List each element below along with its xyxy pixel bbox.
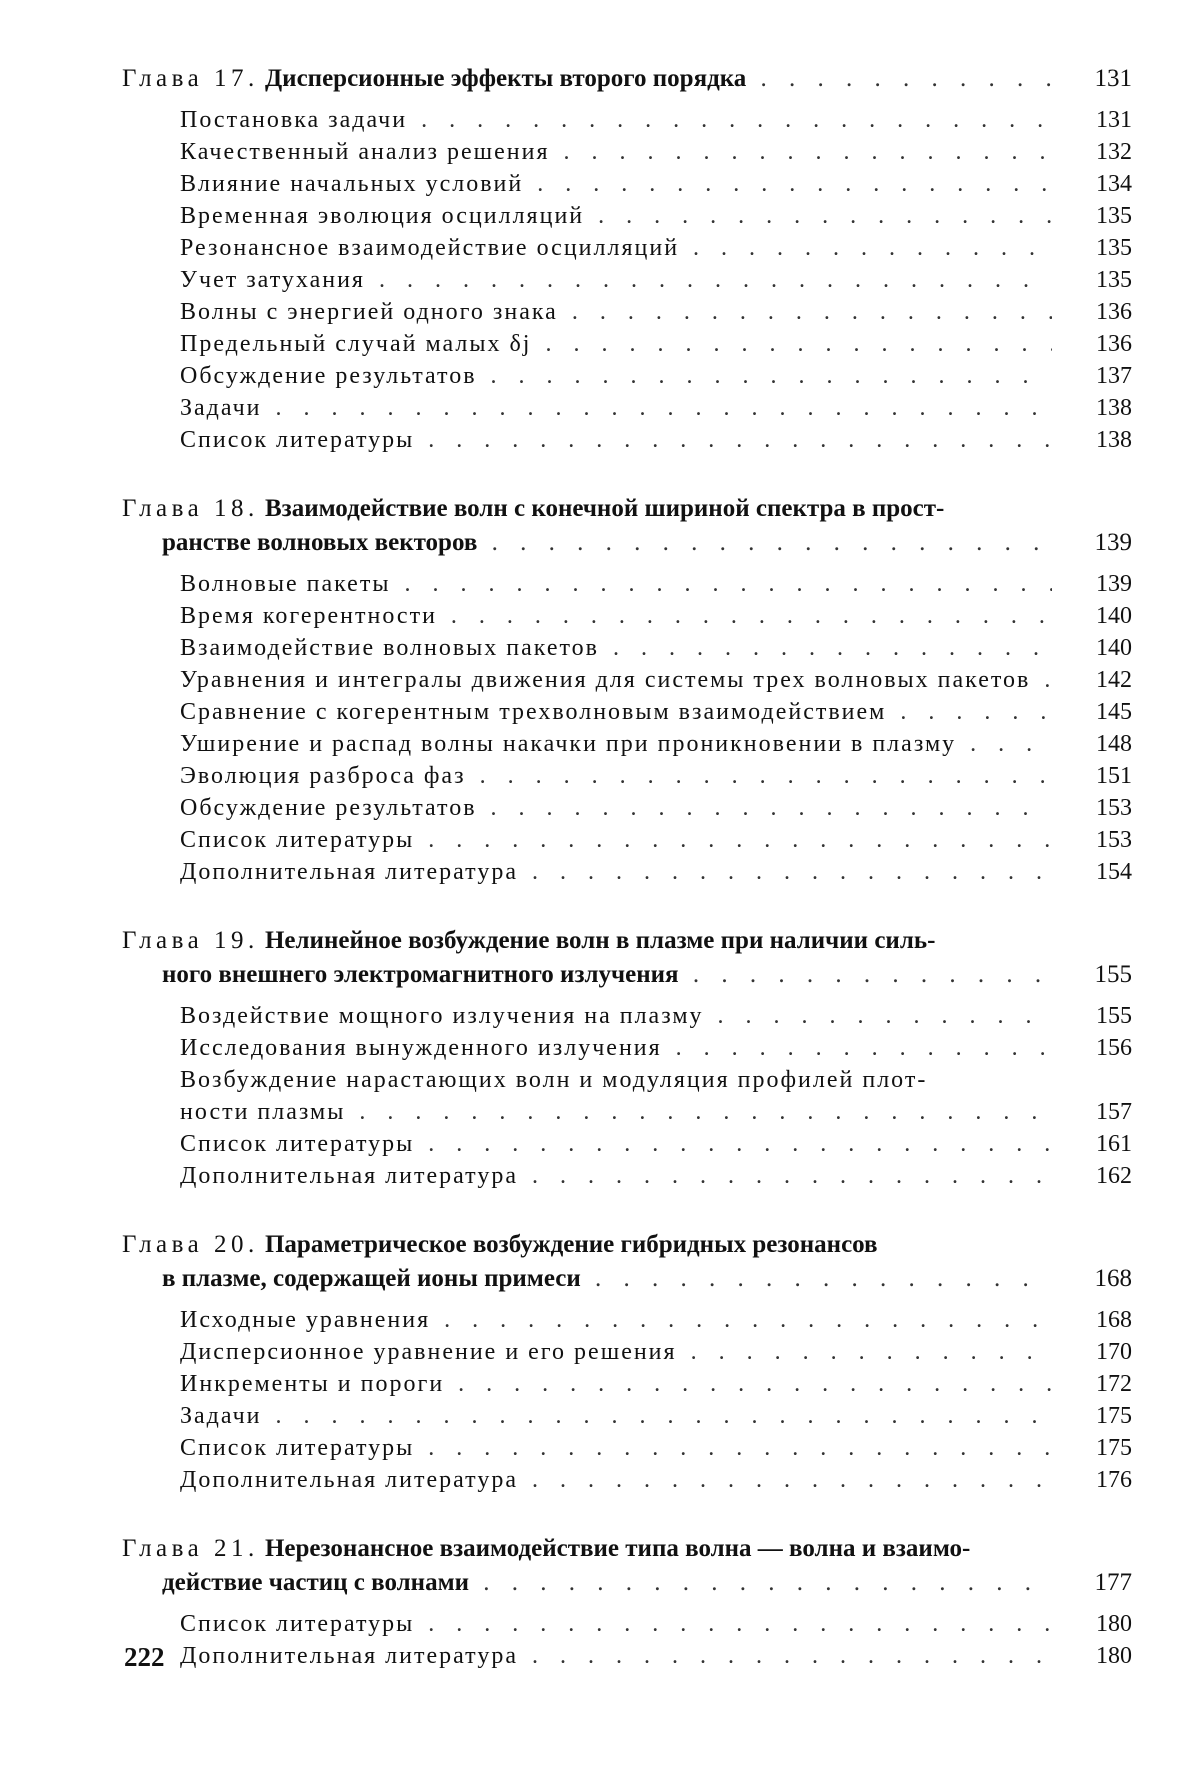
entry-text: Влияние начальных условий — [180, 171, 524, 197]
entry-page-number: 180 — [1096, 1611, 1132, 1637]
dot-leader — [430, 1307, 1052, 1333]
chapter-heading — [122, 924, 1132, 992]
toc-entry — [122, 856, 1132, 888]
entry-text: Список литературы — [180, 1131, 415, 1157]
entry-page-number: 140 — [1096, 635, 1132, 661]
chapter-title: ного внешнего электромагнитного излучения — [162, 961, 679, 988]
entry-line — [180, 1368, 1052, 1400]
chapter-title-line — [122, 924, 1052, 958]
entry-line — [180, 1032, 1052, 1064]
chapter-label: Глава 20. — [122, 1231, 259, 1258]
entry-text: Взаимодействие волновых пакетов — [180, 635, 599, 661]
entry-text: Качественный анализ решения — [180, 139, 550, 165]
chapter-page-number: 131 — [1094, 65, 1132, 92]
entry-text: Исходные уравнения — [180, 1307, 431, 1333]
entry-line — [180, 696, 1052, 728]
dot-leader — [262, 1403, 1053, 1429]
chapter-title: Параметрическое возбуждение гибридных резонансов — [264, 1231, 878, 1258]
entry-text: Предельный случай малых δj — [180, 331, 532, 357]
entry-text: Дополнительная литература — [180, 859, 518, 885]
toc-entry — [122, 1032, 1132, 1064]
toc-entry — [122, 632, 1132, 664]
toc-entry — [122, 136, 1132, 168]
entry-line — [180, 792, 1052, 824]
entry-text: Резонансное взаимодействие осцилляций — [180, 235, 680, 261]
entry-line — [180, 328, 1052, 360]
dot-leader — [886, 699, 1052, 725]
entry-list — [122, 1000, 1132, 1192]
entry-page-number: 156 — [1096, 1035, 1132, 1061]
dot-leader — [518, 859, 1052, 885]
dot-leader — [477, 363, 1052, 389]
chapter-section — [122, 62, 1132, 456]
toc-entry — [122, 1000, 1132, 1032]
entry-list — [122, 1608, 1132, 1672]
toc-entry — [122, 168, 1132, 200]
toc-entry — [122, 200, 1132, 232]
toc-entry — [122, 1464, 1132, 1496]
entry-page-number: 136 — [1096, 331, 1132, 357]
entry-text: Временная эволюция осцилляций — [180, 203, 585, 229]
entry-text: Список литературы — [180, 427, 415, 453]
chapter-label: Глава 19. — [122, 927, 259, 954]
toc-entry — [122, 1064, 1132, 1128]
toc-entry — [122, 1608, 1132, 1640]
entry-line — [180, 424, 1052, 456]
entry-line — [180, 200, 1052, 232]
entry-page-number: 162 — [1096, 1163, 1132, 1189]
entry-page-number: 153 — [1096, 795, 1132, 821]
toc-entry — [122, 696, 1132, 728]
dot-leader — [444, 1371, 1052, 1397]
toc-entry — [122, 664, 1132, 696]
chapter-label: Глава 21. — [122, 1535, 259, 1562]
toc-entry — [122, 104, 1132, 136]
dot-leader — [599, 635, 1052, 661]
toc-entry — [122, 792, 1132, 824]
entry-line — [180, 392, 1052, 424]
entry-page-number: 145 — [1096, 699, 1132, 725]
entry-text: Инкременты и пороги — [180, 1371, 445, 1397]
dot-leader — [477, 529, 1052, 556]
chapter-title-line — [122, 1532, 1052, 1566]
chapter-label: Глава 18. — [122, 495, 259, 522]
toc-entry — [122, 1128, 1132, 1160]
toc-entry — [122, 1304, 1132, 1336]
dot-leader — [262, 395, 1053, 421]
entry-line — [180, 264, 1052, 296]
entry-page-number: 138 — [1096, 395, 1132, 421]
dot-leader — [662, 1035, 1052, 1061]
toc-entry — [122, 232, 1132, 264]
entry-page-number: 153 — [1096, 827, 1132, 853]
entry-page-number: 151 — [1096, 763, 1132, 789]
chapter-title-line — [122, 492, 1052, 526]
entry-line — [180, 856, 1052, 888]
chapter-title-line — [122, 1228, 1052, 1262]
dot-leader — [550, 139, 1052, 165]
entry-text: Обсуждение результатов — [180, 363, 477, 389]
entry-list — [122, 104, 1132, 456]
dot-leader — [677, 1339, 1052, 1365]
entry-line — [180, 136, 1052, 168]
entry-line — [180, 232, 1052, 264]
chapter-heading — [122, 62, 1132, 96]
chapter-title: Нерезонансное взаимодействие типа волна — волна и взаимо- — [264, 1535, 971, 1562]
chapter-title: Взаимодействие волн с конечной шириной спектра в прост- — [264, 495, 945, 522]
toc-entry — [122, 568, 1132, 600]
chapter-title: в плазме, содержащей ионы примеси — [162, 1265, 581, 1292]
entry-page-number: 135 — [1096, 203, 1132, 229]
entry-page-number: 131 — [1096, 107, 1132, 133]
entry-text: Список литературы — [180, 1435, 415, 1461]
entry-text: Исследования вынужденного излучения — [180, 1035, 662, 1061]
chapter-section — [122, 924, 1132, 1192]
entry-text: Волновые пакеты — [180, 571, 391, 597]
entry-line — [180, 760, 1052, 792]
entry-line — [180, 1432, 1052, 1464]
toc-entry — [122, 824, 1132, 856]
entry-page-number: 148 — [1096, 731, 1132, 757]
entry-line — [180, 1128, 1052, 1160]
dot-leader — [679, 235, 1052, 261]
entry-text: Список литературы — [180, 827, 415, 853]
toc-entry — [122, 264, 1132, 296]
toc-entry — [122, 1640, 1132, 1672]
dot-leader — [345, 1099, 1052, 1125]
dot-leader — [390, 571, 1052, 597]
entry-page-number: 139 — [1096, 571, 1132, 597]
entry-line — [180, 1160, 1052, 1192]
entry-text: Обсуждение результатов — [180, 795, 477, 821]
chapter-page-number: 177 — [1094, 1569, 1132, 1596]
toc-entry — [122, 1336, 1132, 1368]
entry-page-number: 175 — [1096, 1435, 1132, 1461]
dot-leader — [414, 1435, 1052, 1461]
dot-leader — [704, 1003, 1052, 1029]
entry-text: Волны с энергией одного знака — [180, 299, 558, 325]
toc-entry — [122, 1368, 1132, 1400]
entry-list — [122, 1304, 1132, 1496]
entry-line — [180, 1064, 1052, 1096]
toc-entry — [122, 600, 1132, 632]
dot-leader — [679, 961, 1052, 988]
entry-line — [180, 568, 1052, 600]
chapter-title: Дисперсионные эффекты второго порядка — [264, 65, 747, 92]
entry-line — [180, 824, 1052, 856]
entry-text: Задачи — [180, 1403, 262, 1429]
entry-text: Возбуждение нарастающих волн и модуляция профилей плот- — [180, 1067, 928, 1093]
entry-line — [180, 168, 1052, 200]
entry-page-number: 132 — [1096, 139, 1132, 165]
toc-entry — [122, 728, 1132, 760]
entry-text: Список литературы — [180, 1611, 415, 1637]
page-number: 222 — [124, 1642, 165, 1672]
dot-leader — [1030, 667, 1052, 693]
entry-page-number: 170 — [1096, 1339, 1132, 1365]
toc-entry — [122, 1160, 1132, 1192]
chapter-page-number: 155 — [1094, 961, 1132, 988]
toc-entry — [122, 328, 1132, 360]
dot-leader — [414, 427, 1052, 453]
entry-line — [180, 1640, 1052, 1672]
entry-text-continued: ности плазмы — [180, 1099, 346, 1125]
chapter-heading — [122, 492, 1132, 560]
entry-text: Уширение и распад волны накачки при проникновении в плазму — [180, 731, 957, 757]
toc-entry — [122, 1400, 1132, 1432]
toc-entry — [122, 760, 1132, 792]
toc-entry — [122, 424, 1132, 456]
entry-line — [180, 1304, 1052, 1336]
chapter-title: действие частиц с волнами — [162, 1569, 470, 1596]
dot-leader — [469, 1569, 1052, 1596]
entry-page-number: 155 — [1096, 1003, 1132, 1029]
dot-leader — [531, 331, 1052, 357]
entry-line — [180, 1336, 1052, 1368]
entry-line — [180, 664, 1052, 696]
entry-page-number: 137 — [1096, 363, 1132, 389]
dot-leader — [523, 171, 1052, 197]
chapter-label: Глава 17. — [122, 65, 259, 92]
dot-leader — [581, 1265, 1052, 1292]
dot-leader — [746, 65, 1052, 92]
entry-line — [180, 104, 1052, 136]
toc-entry — [122, 1432, 1132, 1464]
entry-line — [180, 1096, 1052, 1128]
entry-text: Дополнительная литература — [180, 1643, 518, 1669]
entry-text: Дополнительная литература — [180, 1467, 518, 1493]
entry-page-number: 135 — [1096, 235, 1132, 261]
entry-page-number: 140 — [1096, 603, 1132, 629]
chapter-heading — [122, 1228, 1132, 1296]
table-of-contents — [122, 62, 1132, 1708]
entry-text: Дополнительная литература — [180, 1163, 518, 1189]
dot-leader — [558, 299, 1052, 325]
dot-leader — [414, 827, 1052, 853]
dot-leader — [414, 1611, 1052, 1637]
entry-line — [180, 600, 1052, 632]
chapter-page-number: 139 — [1094, 529, 1132, 556]
entry-text: Время когерентности — [180, 603, 437, 629]
entry-line — [180, 1000, 1052, 1032]
entry-line — [180, 1400, 1052, 1432]
entry-page-number: 168 — [1096, 1307, 1132, 1333]
chapter-title-line — [122, 1566, 1052, 1600]
dot-leader — [518, 1163, 1052, 1189]
toc-entry — [122, 392, 1132, 424]
entry-line — [180, 632, 1052, 664]
entry-line — [180, 1464, 1052, 1496]
entry-text: Уравнения и интегралы движения для системы трех волновых пакетов — [180, 667, 1031, 693]
chapter-title: Нелинейное возбуждение волн в плазме при наличии силь- — [264, 927, 936, 954]
chapter-section — [122, 1532, 1132, 1672]
dot-leader — [518, 1467, 1052, 1493]
entry-page-number: 138 — [1096, 427, 1132, 453]
dot-leader — [365, 267, 1052, 293]
entry-text: Сравнение с когерентным трехволновым взаимодействием — [180, 699, 887, 725]
entry-page-number: 142 — [1096, 667, 1132, 693]
entry-page-number: 172 — [1096, 1371, 1132, 1397]
toc-entry — [122, 360, 1132, 392]
chapter-title-line — [122, 958, 1052, 992]
entry-page-number: 161 — [1096, 1131, 1132, 1157]
chapter-heading — [122, 1532, 1132, 1600]
dot-leader — [407, 107, 1052, 133]
chapter-page-number: 168 — [1094, 1265, 1132, 1292]
dot-leader — [477, 795, 1052, 821]
entry-line — [180, 1608, 1052, 1640]
toc-entry — [122, 296, 1132, 328]
chapter-section — [122, 492, 1132, 888]
dot-leader — [437, 603, 1052, 629]
dot-leader — [956, 731, 1052, 757]
entry-line — [180, 296, 1052, 328]
entry-page-number: 176 — [1096, 1467, 1132, 1493]
entry-text: Задачи — [180, 395, 262, 421]
entry-line — [180, 360, 1052, 392]
entry-page-number: 135 — [1096, 267, 1132, 293]
entry-text: Учет затухания — [180, 267, 365, 293]
entry-page-number: 180 — [1096, 1643, 1132, 1669]
entry-line — [180, 728, 1052, 760]
entry-text: Воздействие мощного излучения на плазму — [180, 1003, 704, 1029]
chapter-title-line — [122, 1262, 1052, 1296]
chapter-title-line — [122, 526, 1052, 560]
entry-page-number: 154 — [1096, 859, 1132, 885]
entry-page-number: 157 — [1096, 1099, 1132, 1125]
dot-leader — [584, 203, 1052, 229]
dot-leader — [414, 1131, 1052, 1157]
chapter-title-line — [122, 62, 1052, 96]
entry-text: Эволюция разброса фаз — [180, 763, 466, 789]
entry-list — [122, 568, 1132, 888]
chapter-section — [122, 1228, 1132, 1496]
chapter-title: ранстве волновых векторов — [162, 529, 478, 556]
entry-page-number: 175 — [1096, 1403, 1132, 1429]
entry-page-number: 136 — [1096, 299, 1132, 325]
entry-page-number: 134 — [1096, 171, 1132, 197]
entry-text: Дисперсионное уравнение и его решения — [180, 1339, 677, 1365]
entry-text: Постановка задачи — [180, 107, 408, 133]
dot-leader — [466, 763, 1052, 789]
dot-leader — [518, 1643, 1052, 1669]
